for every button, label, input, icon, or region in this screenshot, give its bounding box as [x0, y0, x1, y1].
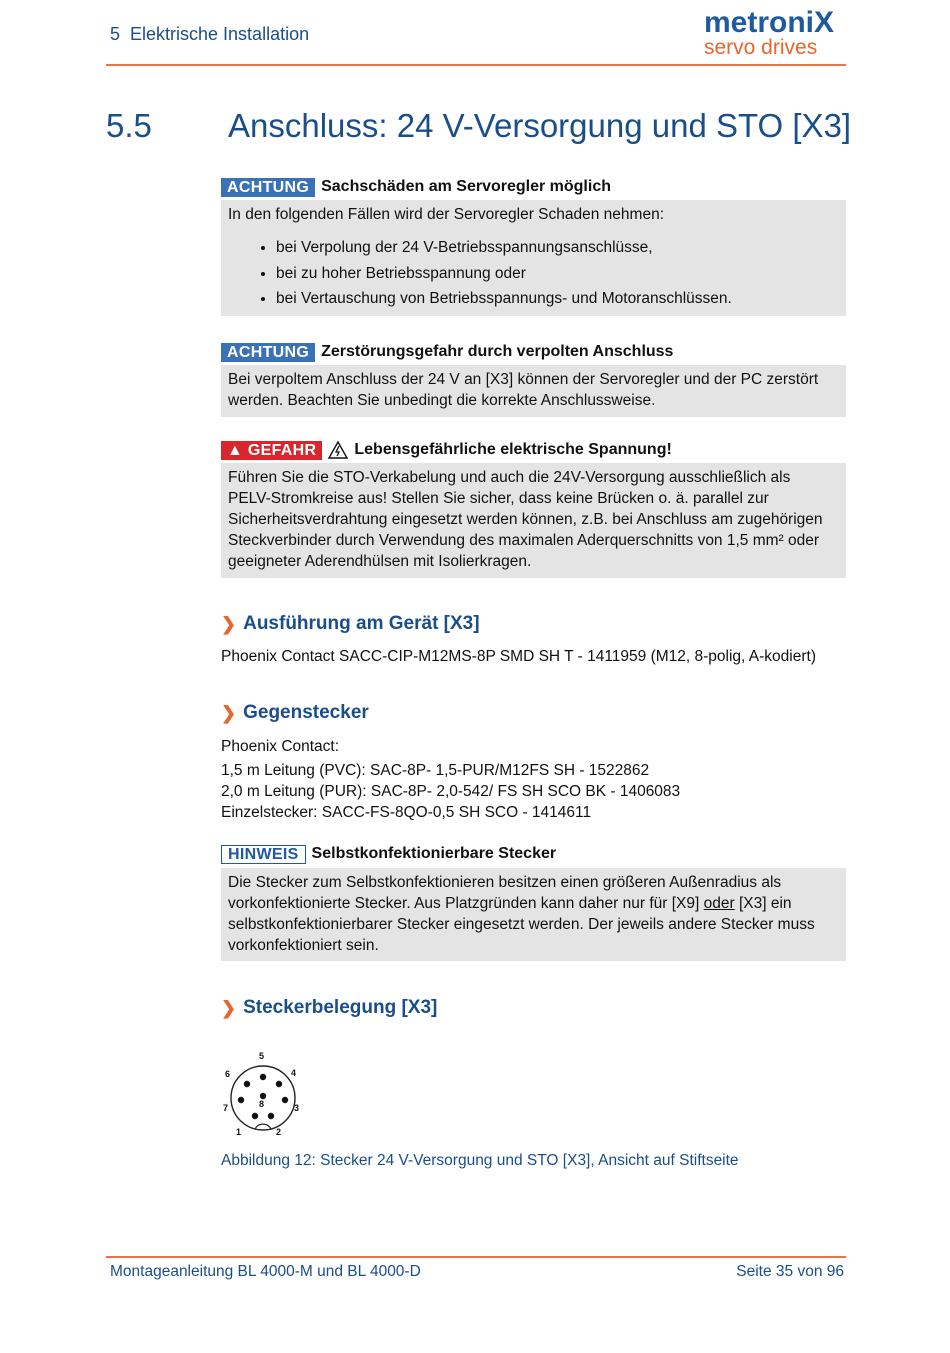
gegenstecker-list: [221, 760, 680, 823]
chevron-right-icon: ❯: [221, 997, 237, 1018]
high-voltage-icon: [328, 441, 348, 459]
notice-achtung-2-header: [221, 342, 673, 362]
notice-achtung-2-box: Bei verpoltem Anschluss der 24 V an [X3] können der Servoregler und der PC zerstört werden. Beachten Sie unbedingt die korrekte Anschlussweise.: [221, 365, 846, 417]
achtung-tag: ACHTUNG: [221, 178, 315, 197]
pin-label-6: 6: [225, 1069, 231, 1079]
list-item: • bei zu hoher Betriebsspannung oder: [276, 261, 839, 287]
notice-list: [228, 235, 839, 312]
figure-caption: Abbildung 12: Stecker 24 V-Versorgung und STO [X3], Ansicht auf Stiftseite: [221, 1152, 739, 1169]
pin-label-5: 5: [259, 1051, 265, 1061]
pin-2: [268, 1113, 274, 1119]
list-item: • bei Verpolung der 24 V-Betriebsspannungsanschlüsse,: [276, 235, 839, 261]
metronix-logo: metroniX servo drives: [704, 6, 835, 59]
section-number: 5.5: [106, 107, 152, 144]
notice-intro: In den folgenden Fällen wird der Servoregler Schaden nehmen:: [228, 206, 664, 223]
notice-title: Selbstkonfektionierbare Stecker: [311, 845, 557, 862]
achtung-tag: ACHTUNG: [221, 343, 315, 362]
heading-gegenstecker: ❯ Gegenstecker: [221, 702, 369, 723]
list-item: 2,0 m Leitung (PUR): SAC-8P- 2,0-542/ FS SH SCO BK - 1406083: [221, 783, 681, 800]
running-header: [110, 24, 319, 45]
pin-label-1: 1: [236, 1127, 242, 1137]
chevron-right-icon: ❯: [221, 613, 237, 634]
notice-hinweis-box: Die Stecker zum Selbstkonfektionieren besitzen einen größeren Außenradius als vorkonfektionierte Stecker. Aus Platzgründen kann daher nur für [X9] oder [X3] ein selbstkonfektionierbarer Stecker eingesetzt werden. Der jeweils andere Stecker muss vorkonfektioniert sein.: [221, 868, 846, 961]
pin-label-7: 7: [223, 1103, 229, 1113]
coding-key: [255, 1124, 271, 1129]
header-divider: [106, 64, 846, 66]
list-item: Einzelstecker: SACC-FS-8QO-0,5 SH SCO - 1414611: [221, 804, 592, 821]
pin-1: [252, 1113, 258, 1119]
chapter-title: Elektrische Installation: [130, 24, 310, 44]
notice-hinweis-header: [221, 844, 556, 864]
chevron-right-icon: ❯: [221, 702, 237, 723]
notice-achtung-1-header: [221, 177, 611, 197]
footer-document-title: Montageanleitung BL 4000-M und BL 4000-D: [110, 1263, 421, 1280]
m12-connector-pinout-diagram: [218, 1048, 308, 1140]
heading-steckerbelegung: ❯ Steckerbelegung [X3]: [221, 997, 438, 1018]
pin-5: [260, 1074, 266, 1080]
ausfuehrung-text: Phoenix Contact SACC-CIP-M12MS-8P SMD SH T - 1411959 (M12, 8-polig, A-kodiert): [221, 648, 816, 665]
notice-title: Sachschäden am Servoregler möglich: [321, 178, 611, 195]
notice-achtung-1-box: [221, 200, 846, 316]
gegenstecker-intro: Phoenix Contact:: [221, 738, 340, 755]
pin-label-2: 2: [276, 1127, 282, 1137]
pin-7: [238, 1097, 244, 1103]
footer-divider: [106, 1256, 846, 1258]
pin-label-8: 8: [259, 1099, 265, 1109]
notice-gefahr-box: Führen Sie die STO-Verkabelung und auch die 24V-Versorgung ausschließlich als PELV-Stromkreise aus! Stellen Sie sicher, dass keine Brücken o. ä. parallel zur Sicherheitsverdrahtung eingesetzt werden können, z.B. bei Anschluss am zugehörigen Steckverbinder durch Verwendung des maximalen Aderquerschnitts von 1,5 mm² oder geeigneter Aderendhülsen mit Isolierkragen.: [221, 463, 846, 578]
list-item: 1,5 m Leitung (PVC): SAC-8P- 1,5-PUR/M12FS SH - 1522862: [221, 762, 650, 779]
notice-title: Lebensgefährliche elektrische Spannung!: [354, 441, 672, 458]
pin-4: [276, 1081, 282, 1087]
notice-gefahr-header: [221, 440, 672, 460]
pin-6: [244, 1081, 250, 1087]
list-item: • bei Vertauschung von Betriebsspannungs- und Motoranschlüssen.: [276, 286, 839, 312]
pin-3: [282, 1097, 288, 1103]
pin-label-4: 4: [291, 1068, 297, 1078]
hinweis-tag: HINWEIS: [221, 845, 306, 864]
section-title: Anschluss: 24 V-Versorgung und STO [X3]: [228, 107, 852, 144]
chapter-number: 5: [110, 24, 121, 44]
warning-triangle-icon: ▲: [227, 441, 244, 459]
heading-ausfuehrung: ❯ Ausführung am Gerät [X3]: [221, 613, 480, 634]
pin-label-3: 3: [294, 1103, 300, 1113]
footer-page-number: Seite 35 von 96: [736, 1263, 844, 1280]
gefahr-tag: ▲ GEFAHR: [221, 441, 322, 460]
notice-title: Zerstörungsgefahr durch verpolten Anschluss: [321, 343, 674, 360]
